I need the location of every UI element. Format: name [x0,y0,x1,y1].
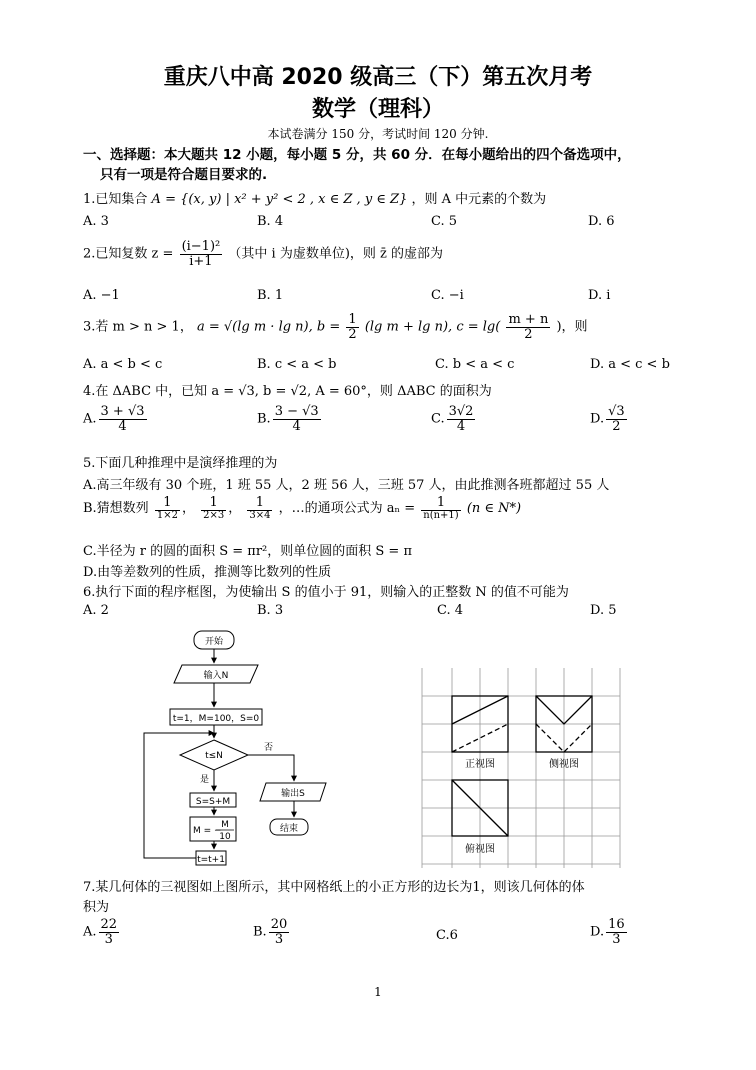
q1-set: A = {(x, y) | x² + y² < 2 , x ∈ Z , y ∈ Z} [151,192,408,207]
q4-c-num: 3√2 [448,404,474,419]
q4-option-c-label: C. [431,411,445,427]
flow-output-label: 输出S [281,789,305,799]
q4-option-b-label: B. [257,411,271,427]
q2-suffix: （其中 i 为虚数单位)，则 z̄ 的虚部为 [228,246,443,262]
q5-b-term3-num: 1 [247,496,272,511]
q1-option-a: A. 3 [83,214,109,229]
flow-end-label: 结束 [279,824,299,834]
question-7-line2: 积为 [83,900,110,915]
q3-b-fraction [346,313,358,341]
question-5: 5.下面几种推理中是演绎推理的为 [83,456,278,471]
q7-option-c [436,928,458,943]
q2-option-d: D. i [588,288,611,303]
q6-option-c: C. 4 [437,603,464,618]
q3-expr-b-post: (lg m + lg n), [364,319,453,335]
q7-option-c-label: C. [436,928,450,943]
question-4: 4.在 ΔABC 中，已知 a = √3, b = √2, A = 60°，则 ΔABC 的面积为 [83,384,492,399]
q6-option-d: D. 5 [590,603,617,618]
q4-a-den: 4 [118,418,127,434]
exam-title: 重庆八中高 2020 级高三（下）第五次月考 [163,65,593,90]
q7-option-c-value: 6 [449,928,458,943]
flow-m-update-pre: M = − [193,826,222,836]
q7-option-b-label: B. [253,924,267,940]
program-flowchart [130,625,360,870]
q6-option-a: A. 2 [83,603,109,618]
q3-expr-c-pre: c = lg( [456,319,501,335]
q7-b-den: 3 [274,931,284,947]
q5-option-c: C.半径为 r 的圆的面积 S = πr²，则单位圆的面积 S = π [83,544,412,559]
q4-option-b [257,405,323,433]
question-7-line1: 7.某几何体的三视图如上图所示，其中网格纸上的小正方形的边长为1，则该几何体的体 [83,880,585,895]
q1-option-d: D. 6 [588,214,615,229]
q7-a-num: 22 [100,917,118,932]
q4-option-d-fraction [606,405,627,433]
q2-prefix: 2.已知复数 z = [83,246,174,262]
q4-option-a-fraction [99,405,147,433]
q2-den: i+1 [189,253,213,269]
side-view-label: 侧视图 [549,759,579,770]
q5-b-general-num: 1 [421,496,460,511]
q7-option-b [253,918,291,946]
q4-c-den: 4 [456,418,466,434]
q4-option-d-label: D. [590,411,605,427]
q4-option-c [431,405,477,433]
q5-option-a: A.高三年级有 30 个班，1 班 55 人，2 班 56 人，三班 57 人，由此推测各班都超过 55 人 [83,478,610,493]
q7-option-a-label: A. [83,924,97,940]
q3-c-den: 2 [524,326,533,342]
q7-a-den: 3 [104,931,113,947]
q5-b-domain: (n ∈ N*) [466,501,522,517]
q1-option-c: C. 5 [431,214,458,229]
question-3 [83,313,588,341]
flow-no-label: 否 [264,743,274,753]
question-1 [83,188,546,207]
flow-t-update-label: t=t+1 [197,855,225,865]
q7-d-den: 3 [612,931,621,947]
q5-b-term3 [247,496,272,521]
q3-c-num: m + n [508,312,549,327]
flow-m-update-num: M [221,820,229,830]
q3-expr-a: a = √(lg m · lg n), [196,319,313,335]
flow-condition-label: t≤N [205,751,223,761]
top-view-label: 俯视图 [465,844,495,855]
q5-b-term3-den: 3×4 [249,509,271,521]
q5-b-term1-num: 1 [155,496,180,511]
q7-d-num: 16 [608,917,625,932]
q3-prefix: 3.若 m > n > 1， [83,319,193,335]
q4-b-num: 3 − √3 [274,404,319,419]
q5-b-term2 [201,496,226,521]
q5-b-general-term [421,496,460,521]
q7-option-a-fraction [99,918,120,946]
q4-option-c-fraction [447,405,476,433]
q3-option-c: C. b < a < c [435,357,515,372]
q3-b-den: 2 [348,326,357,342]
q5-b-term1 [155,496,180,521]
q7-option-d-fraction [606,918,627,946]
section-heading-line1: 一、选择题：本大题共 12 小题，每小题 5 分，共 60 分．在每小题给出的四个备选项中， [83,147,631,163]
flow-init-label: t=1，M=100，S=0 [172,714,260,724]
q1-suffix: ，则 A 中元素的个数为 [411,192,547,207]
question-6: 6.执行下面的程序框图，为使输出 S 的值小于 91，则输入的正整数 N 的值不可能为 [83,585,569,600]
flow-s-update-label: S=S+M [195,797,231,807]
q1-prefix: 1.已知集合 [83,192,148,207]
q3-b-num: 1 [348,312,357,327]
q3-expr-c-post: )，则 [556,319,588,335]
flow-m-update-den: 10 [219,832,231,842]
q4-option-a [83,405,149,433]
q2-fraction [180,240,223,268]
q3-option-d: D. a < c < b [590,357,670,372]
q5-b-term2-den: 2×3 [203,509,225,521]
q3-option-b: B. c < a < b [257,357,337,372]
q4-option-a-label: A. [83,411,97,427]
flow-start-label: 开始 [204,637,224,647]
q5-b-term2-num: 1 [201,496,226,511]
q7-option-d [590,918,629,946]
three-views-figure [418,668,624,868]
q7-option-d-label: D. [590,924,605,940]
q2-option-c: C. −i [431,288,464,303]
section-heading-line2: 只有一项是符合题目要求的. [100,167,268,183]
q7-option-a [83,918,121,946]
q5-b-mid: ，…的通项公式为 aₙ = [278,501,416,517]
q3-option-a: A. a < b < c [83,357,163,372]
q5-b-general-den: n(n+1) [423,509,459,521]
q4-a-num: 3 + √3 [100,404,145,419]
q7-option-b-fraction [269,918,290,946]
q4-b-den: 4 [292,418,301,434]
q5-b-term1-den: 1×2 [156,509,178,521]
q3-expr-b-pre: b = [316,319,341,335]
q7-b-num: 20 [270,917,288,932]
flow-yes-label: 是 [200,775,210,785]
q2-num: (i−1)² [181,239,221,254]
q3-c-fraction [506,313,550,341]
q4-option-d [590,405,629,433]
exam-note: 本试卷满分 150 分，考试时间 120 分钟. [267,127,489,141]
q4-d-num: √3 [608,404,625,419]
q6-option-b: B. 3 [257,603,284,618]
q5-option-b: B.猜想数列 $\frac{1}{1\times 2}$ ， $\frac{1}{2\times 3}$ ， $\frac{1}{3\times 4}$ ，…的通项公式为 aₙ = $\frac{1}{n(n+1)}$ (n ∈ N*) [83,495,522,521]
q4-d-den: 2 [612,418,621,434]
question-2 [83,240,443,268]
q5-b-prefix: B.猜想数列 [83,501,149,517]
subject-title: 数学（理科） [311,97,444,122]
q1-option-b: B. 4 [257,214,284,229]
q5-option-d: D.由等差数列的性质，推测等比数列的性质 [83,565,332,580]
q2-option-b: B. 1 [257,288,284,303]
front-view-label: 正视图 [465,759,495,770]
flow-input-label: 输入N [203,671,229,681]
page-number: 1 [374,985,382,999]
q2-option-a: A. −1 [83,288,120,303]
q4-option-b-fraction [273,405,321,433]
